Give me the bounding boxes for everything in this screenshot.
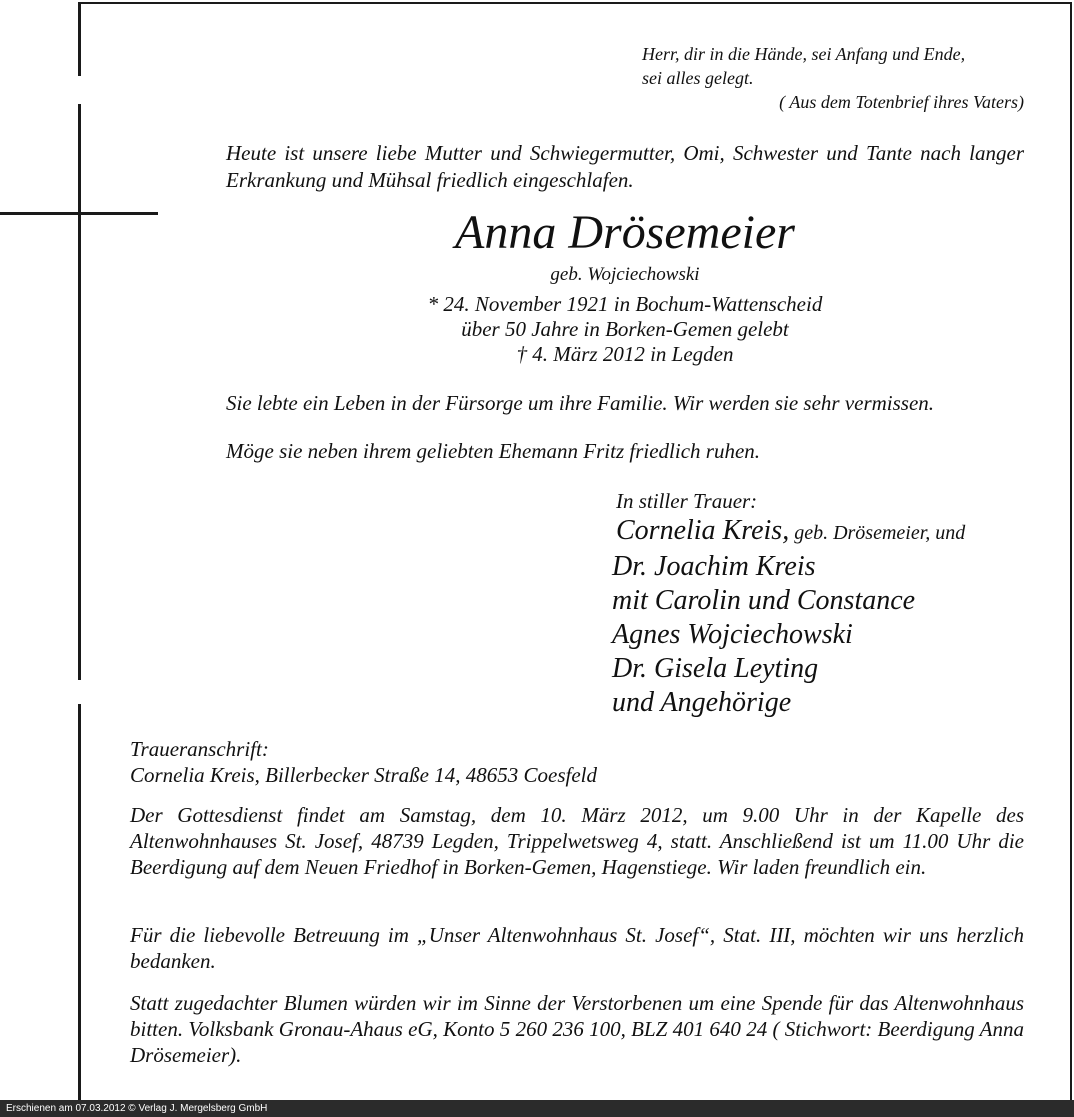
tribute-text-2: Möge sie neben ihrem geliebten Ehemann Fritz friedlich ruhen. bbox=[226, 439, 761, 463]
thanks-text: Für die liebevolle Betreuung im „Unser Altenwohnhaus St. Josef“, Stat. III, möchten wir uns herzlich bedanken. bbox=[130, 923, 1024, 973]
mourner-line: Agnes Wojciechowski bbox=[612, 619, 853, 650]
deceased-name: Anna Drösemeier bbox=[455, 206, 795, 259]
lived-in: über 50 Jahre in Borken-Gemen gelebt bbox=[461, 317, 789, 341]
mourner-primary-name: Cornelia Kreis, bbox=[616, 515, 790, 546]
border-top bbox=[80, 2, 1072, 4]
motto-quote bbox=[642, 42, 1024, 114]
mourner-line: und Angehörige bbox=[612, 687, 792, 718]
mourning-address bbox=[130, 736, 1024, 788]
mourner-line: Dr. Gisela Leyting bbox=[612, 653, 819, 684]
death-date: † 4. März 2012 in Legden bbox=[516, 342, 734, 366]
mourner-line: mit Carolin und Constance bbox=[612, 585, 916, 616]
mourner-primary bbox=[616, 514, 1052, 550]
mourner-line: Dr. Joachim Kreis bbox=[612, 551, 816, 582]
cross-vertical-bar bbox=[78, 104, 81, 680]
cross-horizontal-bar bbox=[0, 212, 158, 215]
address-value: Cornelia Kreis, Billerbecker Straße 14, 48653 Coesfeld bbox=[130, 763, 597, 787]
birth-name: geb. Wojciechowski bbox=[550, 264, 700, 285]
intro-text: Heute ist unsere liebe Mutter und Schwiegermutter, Omi, Schwester und Tante nach langer Erkrankung und Mühsal friedlich eingeschlafen. bbox=[226, 141, 1024, 192]
address-label: Traueranschrift: bbox=[130, 737, 269, 761]
border-right bbox=[1070, 2, 1072, 1100]
motto-line-2: sei alles gelegt. bbox=[642, 68, 754, 88]
mourners-list bbox=[612, 488, 1052, 720]
birth-date: * 24. November 1921 in Bochum-Wattenscheid bbox=[427, 292, 823, 316]
donation-text: Statt zugedachter Blumen würden wir im Sinne der Verstorbenen um eine Spende für das Altenwohnhaus bitten. Volksbank Gronau-Ahaus eG, Konto 5 260 236 100, BLZ 401 640 24 ( Stichwort: Beerdigung Anna Drösemeier). bbox=[130, 991, 1024, 1067]
motto-source: ( Aus dem Totenbrief ihres Vaters) bbox=[779, 92, 1024, 112]
tribute-text-1: Sie lebte ein Leben in der Fürsorge um ihre Familie. Wir werden sie sehr vermissen. bbox=[226, 391, 935, 415]
publication-footer: Erschienen am 07.03.2012 © Verlag J. Mergelsberg GmbH bbox=[0, 1100, 1074, 1117]
mourners-heading: In stiller Trauer: bbox=[616, 489, 758, 513]
border-left-lower bbox=[78, 704, 81, 1100]
motto-line-1: Herr, dir in die Hände, sei Anfang und Ende, bbox=[642, 44, 966, 64]
life-dates bbox=[226, 262, 1024, 367]
mourner-primary-suffix: geb. Drösemeier, und bbox=[789, 522, 966, 544]
service-info: Der Gottesdienst findet am Samstag, dem 10. März 2012, um 9.00 Uhr in der Kapelle des Altenwohnhauses St. Josef, 48739 Legden, Trippelwetsweg 4, statt. Anschließend ist um 11.00 Uhr die Beerdigung auf dem Neuen Friedhof in Borken-Gemen, Hagenstiege. Wir laden freundlich ein. bbox=[130, 803, 1024, 879]
border-left-upper bbox=[78, 2, 81, 76]
